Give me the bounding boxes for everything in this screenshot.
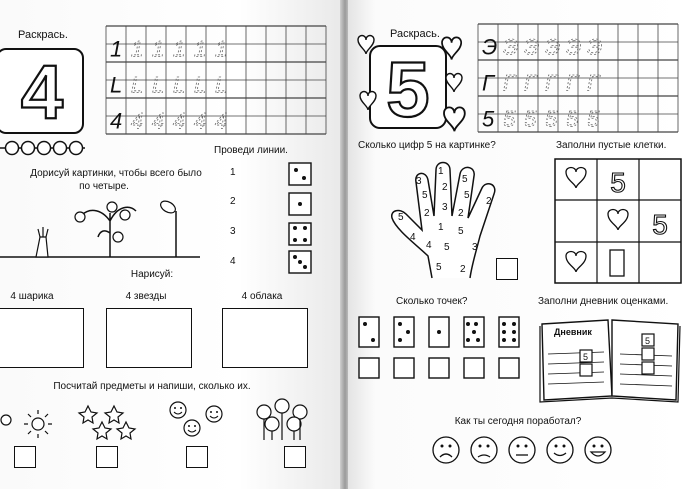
- svg-text:2: 2: [486, 196, 492, 207]
- draw-box-balloons[interactable]: [0, 308, 84, 368]
- svg-text:2: 2: [442, 182, 448, 193]
- trace-glyph: Г: [566, 70, 578, 96]
- svg-text:3: 3: [416, 176, 422, 187]
- svg-text:3: 3: [442, 202, 448, 213]
- trace-glyph: Г: [545, 70, 557, 96]
- draw-box-stars[interactable]: [106, 308, 192, 368]
- svg-text:1: 1: [438, 166, 444, 177]
- diary-grade-left: 5: [583, 352, 589, 362]
- dice-column: [288, 162, 318, 282]
- trace-glyph: 1: [152, 36, 165, 62]
- hearts-five-picture: [356, 34, 486, 146]
- how-worked-label: Как ты сегодня поработал?: [454, 416, 582, 427]
- draw-box-clouds[interactable]: [222, 308, 308, 368]
- beads-chain: [0, 138, 90, 158]
- trace-glyph: Э: [503, 34, 519, 60]
- count-answer-stars[interactable]: [96, 446, 118, 468]
- dots-dice-row: [358, 316, 528, 386]
- diary-label: Заполни дневник оценками.: [538, 296, 669, 307]
- trace-glyph: 1: [110, 36, 123, 62]
- svg-text:5: 5: [422, 190, 428, 201]
- trace-glyph: 5: [587, 106, 600, 132]
- draw-task-balloons: 4 шарика: [10, 291, 54, 302]
- left-color-label: Раскрась.: [18, 29, 68, 41]
- count-answer-suns[interactable]: [14, 446, 36, 468]
- count-fives-label: Сколько цифр 5 на картинке?: [358, 140, 496, 151]
- trace-glyph: L: [152, 72, 165, 98]
- left-page: [0, 0, 342, 489]
- trace-glyph: 1: [131, 36, 144, 62]
- diary-title: Дневник: [554, 327, 592, 337]
- big-digit-four: [0, 48, 90, 138]
- trace-glyph: 4: [131, 108, 144, 134]
- trace-glyph: Э: [566, 34, 582, 60]
- trace-glyph: L: [194, 72, 207, 98]
- trace-glyph: 1: [173, 36, 186, 62]
- trace-glyph: 1: [215, 36, 228, 62]
- dots-label: Сколько точек?: [396, 296, 468, 307]
- trace-glyph: Г: [587, 70, 599, 96]
- trace-glyph: 4: [152, 108, 165, 134]
- trace-glyph: Г: [524, 70, 536, 96]
- count-answer-trees[interactable]: [284, 446, 306, 468]
- svg-text:2: 2: [458, 208, 464, 219]
- draw-task-stars: 4 звезды: [125, 291, 167, 302]
- trace-glyph: 5: [566, 106, 579, 132]
- trace-grid-four: [106, 26, 336, 136]
- trace-glyph: 5: [482, 106, 495, 132]
- right-color-label: Раскрась.: [390, 28, 440, 40]
- count-answer-smileys[interactable]: [186, 446, 208, 468]
- svg-text:5: 5: [386, 45, 430, 133]
- trace-glyph: Э: [545, 34, 561, 60]
- dice-number-1: 1: [230, 167, 236, 178]
- svg-text:5: 5: [652, 209, 668, 240]
- svg-text:4: 4: [410, 232, 416, 243]
- svg-text:5: 5: [610, 167, 626, 198]
- trace-glyph: 5: [524, 106, 537, 132]
- trace-glyph: 4: [194, 108, 207, 134]
- right-page: [348, 0, 690, 489]
- dice-number-3: 3: [230, 226, 236, 237]
- draw-task-clouds: 4 облака: [241, 291, 283, 302]
- trace-glyph: L: [173, 72, 186, 98]
- count-label: Посчитай предметы и напиши, сколько их.: [53, 381, 251, 392]
- svg-text:4: 4: [20, 50, 64, 135]
- trace-glyph: Э: [524, 34, 540, 60]
- fill-cells-label: Заполни пустые клетки.: [556, 140, 667, 151]
- trace-glyph: L: [110, 72, 123, 98]
- fill-cells-grid: [554, 158, 684, 284]
- draw-more-line1: Дорисуй картинки, чтобы всего было: [30, 168, 202, 179]
- trace-glyph: Э: [482, 34, 498, 60]
- trace-glyph: 4: [110, 108, 123, 134]
- trace-glyph: 5: [545, 106, 558, 132]
- svg-text:5: 5: [462, 174, 468, 185]
- trace-grid-five: [478, 24, 688, 134]
- mood-faces[interactable]: [432, 434, 632, 468]
- trace-glyph: Э: [587, 34, 603, 60]
- draw-lines-label: Проведи линии.: [214, 145, 288, 156]
- trace-glyph: 5: [503, 106, 516, 132]
- dice-number-4: 4: [230, 256, 236, 267]
- draw-more-line2: по четыре.: [79, 181, 129, 192]
- svg-text:5: 5: [458, 226, 464, 237]
- svg-text:3: 3: [472, 242, 478, 253]
- svg-text:5: 5: [464, 190, 470, 201]
- svg-text:5: 5: [398, 212, 404, 223]
- tree-and-lamp-picture: [0, 193, 210, 263]
- svg-text:5: 5: [436, 262, 442, 273]
- svg-text:2: 2: [424, 208, 430, 219]
- count-pictures: [0, 398, 330, 444]
- trace-glyph: L: [215, 72, 228, 98]
- dice-number-2: 2: [230, 196, 236, 207]
- trace-glyph: Г: [482, 70, 494, 96]
- trace-glyph: Г: [503, 70, 515, 96]
- trace-glyph: 4: [173, 108, 186, 134]
- svg-text:4: 4: [426, 240, 432, 251]
- svg-text:2: 2: [460, 264, 466, 275]
- diary-grade-top: 5: [645, 336, 651, 346]
- trace-glyph: 4: [215, 108, 228, 134]
- trace-glyph: L: [131, 72, 144, 98]
- count-fives-answer[interactable]: [496, 258, 518, 280]
- trace-glyph: 1: [194, 36, 207, 62]
- svg-text:5: 5: [444, 242, 450, 253]
- draw-label: Нарисуй:: [130, 269, 174, 280]
- svg-text:1: 1: [438, 222, 444, 233]
